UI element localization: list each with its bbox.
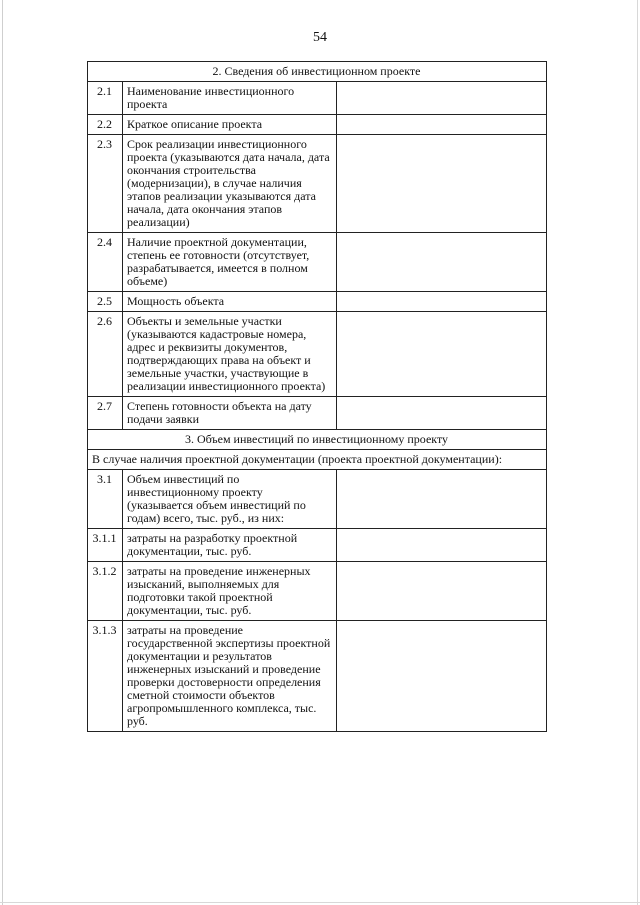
row-number: 3.1 bbox=[88, 470, 123, 529]
row-value-cell[interactable] bbox=[337, 562, 547, 621]
row-number: 2.3 bbox=[88, 135, 123, 233]
row-label: затраты на разработку проектной документации, тыс. руб. bbox=[123, 529, 337, 562]
row-label: Объем инвестиций по инвестиционному проекту (указывается объем инвестиций по годам) всего, тыс. руб., из них: bbox=[123, 470, 337, 529]
section-3-title: 3. Объем инвестиций по инвестиционному проекту bbox=[88, 430, 547, 450]
row-value-cell[interactable] bbox=[337, 397, 547, 430]
section-3-note-row bbox=[88, 450, 547, 470]
row-value-cell[interactable] bbox=[337, 82, 547, 115]
row-number: 2.5 bbox=[88, 292, 123, 312]
table-row bbox=[88, 397, 547, 430]
row-label: Наличие проектной документации, степень ее готовности (отсутствует, разрабатывается, имеется в полном объеме) bbox=[123, 233, 337, 292]
table-row bbox=[88, 312, 547, 397]
table-row bbox=[88, 82, 547, 115]
row-number: 3.1.1 bbox=[88, 529, 123, 562]
row-label: Объекты и земельные участки (указываются кадастровые номера, адрес и реквизиты документов, подтверждающих права на объект и земельные участки, участвующие в реализации инвестиционного проекта) bbox=[123, 312, 337, 397]
row-value-cell[interactable] bbox=[337, 470, 547, 529]
row-label: Срок реализации инвестиционного проекта (указываются дата начала, дата окончания строительства (модернизации), в случае наличия этапов реализации указываются дата начала, дата окончания этапов реализации) bbox=[123, 135, 337, 233]
table-row bbox=[88, 233, 547, 292]
investment-project-form-table bbox=[87, 61, 547, 732]
table-row bbox=[88, 292, 547, 312]
scan-edge-bottom bbox=[0, 902, 640, 903]
row-label: Наименование инвестиционного проекта bbox=[123, 82, 337, 115]
row-number: 3.1.2 bbox=[88, 562, 123, 621]
row-value-cell[interactable] bbox=[337, 529, 547, 562]
table-row bbox=[88, 115, 547, 135]
table-row bbox=[88, 135, 547, 233]
section-2-title: 2. Сведения об инвестиционном проекте bbox=[88, 62, 547, 82]
row-label: Мощность объекта bbox=[123, 292, 337, 312]
row-value-cell[interactable] bbox=[337, 135, 547, 233]
row-number: 2.2 bbox=[88, 115, 123, 135]
row-number: 2.6 bbox=[88, 312, 123, 397]
section-3-header-row bbox=[88, 430, 547, 450]
table-row bbox=[88, 470, 547, 529]
row-value-cell[interactable] bbox=[337, 115, 547, 135]
row-value-cell[interactable] bbox=[337, 621, 547, 732]
scan-edge-left bbox=[2, 0, 3, 905]
row-value-cell[interactable] bbox=[337, 233, 547, 292]
table-row bbox=[88, 562, 547, 621]
row-label: затраты на проведение инженерных изысканий, выполняемых для подготовки такой проектной документации, тыс. руб. bbox=[123, 562, 337, 621]
scan-edge-right bbox=[637, 0, 638, 905]
row-value-cell[interactable] bbox=[337, 292, 547, 312]
row-value-cell[interactable] bbox=[337, 312, 547, 397]
row-number: 3.1.3 bbox=[88, 621, 123, 732]
table-row bbox=[88, 621, 547, 732]
row-number: 2.1 bbox=[88, 82, 123, 115]
row-label: Степень готовности объекта на дату подачи заявки bbox=[123, 397, 337, 430]
table-row bbox=[88, 529, 547, 562]
section-3-note: В случае наличия проектной документации (проекта проектной документации): bbox=[88, 450, 547, 470]
row-label: затраты на проведение государственной экспертизы проектной документации и результатов инженерных изысканий и проведение проверки достоверности определения сметной стоимости объектов агропромышленного комплекса, тыс. руб. bbox=[123, 621, 337, 732]
page-number: 54 bbox=[313, 30, 327, 45]
row-label: Краткое описание проекта bbox=[123, 115, 337, 135]
row-number: 2.7 bbox=[88, 397, 123, 430]
section-2-header-row bbox=[88, 62, 547, 82]
row-number: 2.4 bbox=[88, 233, 123, 292]
